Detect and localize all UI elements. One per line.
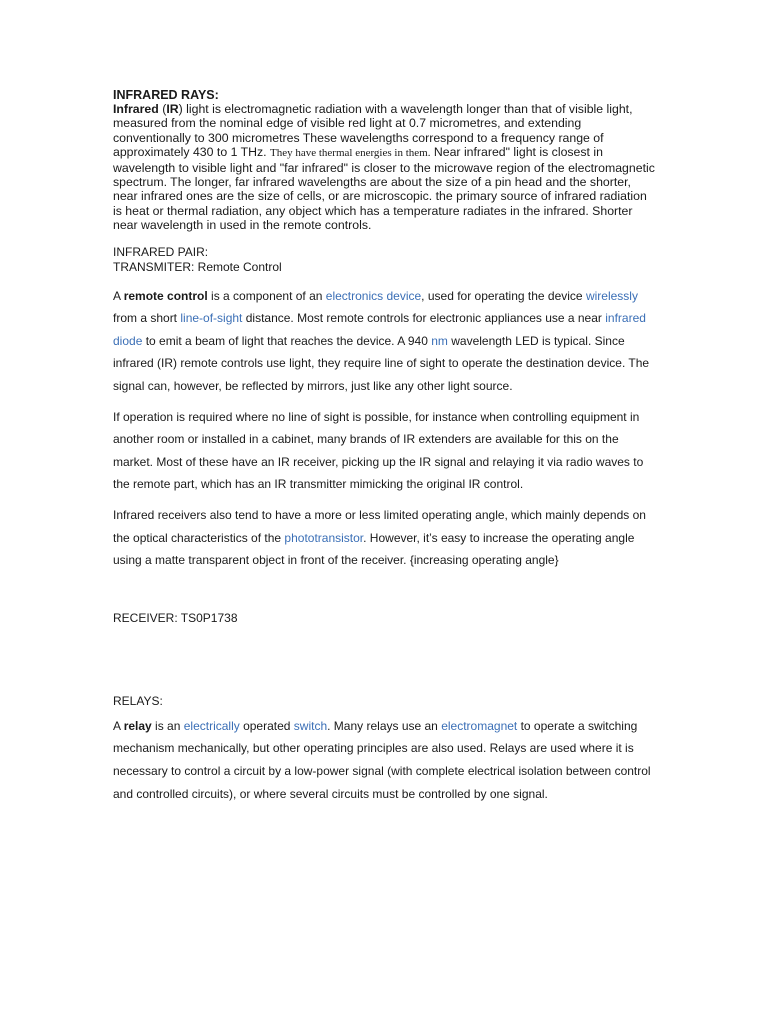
remote-control-term: remote control: [123, 288, 208, 303]
angle-text-2: . However, it’s easy to increase the operating angle using a matte transparent object in front of the receiver. {increasing operating angle}: [113, 530, 635, 568]
remote-text-7: wavelength LED is typical. Since infrared (IR) remote controls use light, they require line of sight to operate the destination device. The signal can, however, be reflected by mirrors, just like any other light source.: [113, 333, 650, 394]
relay-paragraph: [113, 715, 658, 805]
infrared-text-1: ) light is electromagnetic radiation with a wavelength longer than that of visible light, measured from the nominal edge of visible red light at 0.7 micrometres, and extending conventionally to 300 micrometres These wavelengths correspond to a frequency range of approximately 430 to 1 THz.: [113, 102, 633, 160]
receiver-label: RECEIVER: TS0P1738: [113, 610, 238, 625]
electromagnet-link[interactable]: electromagnet: [441, 718, 518, 733]
relay-text-2: is an: [151, 718, 184, 733]
infrared-abbr: IR: [166, 102, 179, 116]
remote-text-4: from a short: [113, 311, 181, 326]
infrared-pair-label: INFRARED PAIR:: [113, 244, 209, 259]
infrared-diode-link[interactable]: infrared diode: [113, 311, 646, 348]
remote-text-3: , used for operating the device: [421, 288, 586, 303]
remote-text-5: distance. Most remote controls for electronic appliances use a near: [242, 311, 606, 326]
relay-text-4: . Many relays use an: [327, 718, 442, 733]
electrically-link[interactable]: electrically: [183, 718, 240, 733]
infrared-paren: (: [158, 102, 167, 116]
nm-link[interactable]: nm: [431, 333, 448, 348]
line-of-sight-link[interactable]: line-of-sight: [180, 311, 243, 326]
ir-extenders-paragraph: If operation is required where no line of sight is possible, for instance when controlling equipment in another room or installed in a cabinet, many brands of IR extenders are available for this on the market. Most of these have an IR receiver, picking up the IR signal and relaying it via radio waves to the remote part, which has an IR transmitter mimicking the original IR control.: [113, 409, 644, 492]
remote-text-1: A: [113, 288, 124, 303]
phototransistor-link[interactable]: phototransistor: [284, 530, 364, 545]
relay-text-3: operated: [239, 718, 294, 733]
transmitter-label: TRANSMITER: Remote Control: [113, 259, 282, 274]
remote-control-paragraph: [113, 285, 658, 398]
infrared-paragraph: [113, 102, 658, 233]
angle-text-1: Infrared receivers also tend to have a more or less limited operating angle, which mainly depends on the optical characteristics of the: [113, 508, 646, 545]
relay-term: relay: [123, 718, 152, 733]
infrared-text-2: Near infrared" light is closest in wavelength to visible light and "far infrared" is closer to the microwave region of the electromagnetic spectrum. The longer, far infrared wavelengths are about the size of a pin head and the shorter, near infrared ones are the size of cells, or are microscopic. the primary source of infrared radiation is heat or thermal radiation, any object which has a temperature radiates in the infrared. Shorter near wavelength in used in the remote controls.: [113, 145, 655, 233]
infrared-pair-block: [113, 245, 658, 275]
operating-angle-paragraph: [113, 504, 658, 572]
wirelessly-link[interactable]: wirelessly: [585, 288, 638, 303]
document-page: [113, 88, 658, 805]
thermal-note: They have thermal energies in them.: [269, 147, 431, 160]
remote-text-6: to emit a beam of light that reaches the device. A 940: [142, 333, 432, 348]
switch-link[interactable]: switch: [293, 718, 328, 733]
remote-text-2: is a component of an: [207, 288, 326, 303]
infrared-term: Infrared: [113, 102, 159, 116]
infrared-heading: INFRARED RAYS:: [113, 88, 219, 102]
relay-text-5: to operate a switching mechanism mechanically, but other operating principles are also used. Relays are used where it is necessary to control a circuit by a low-power signal (with complete electrical isolation between control and controlled circuits), or where several circuits must be controlled by one signal.: [113, 718, 651, 801]
electronics-device-link[interactable]: electronics device: [325, 288, 422, 303]
relays-label: RELAYS:: [113, 693, 163, 708]
relay-text-1: A: [113, 718, 124, 733]
